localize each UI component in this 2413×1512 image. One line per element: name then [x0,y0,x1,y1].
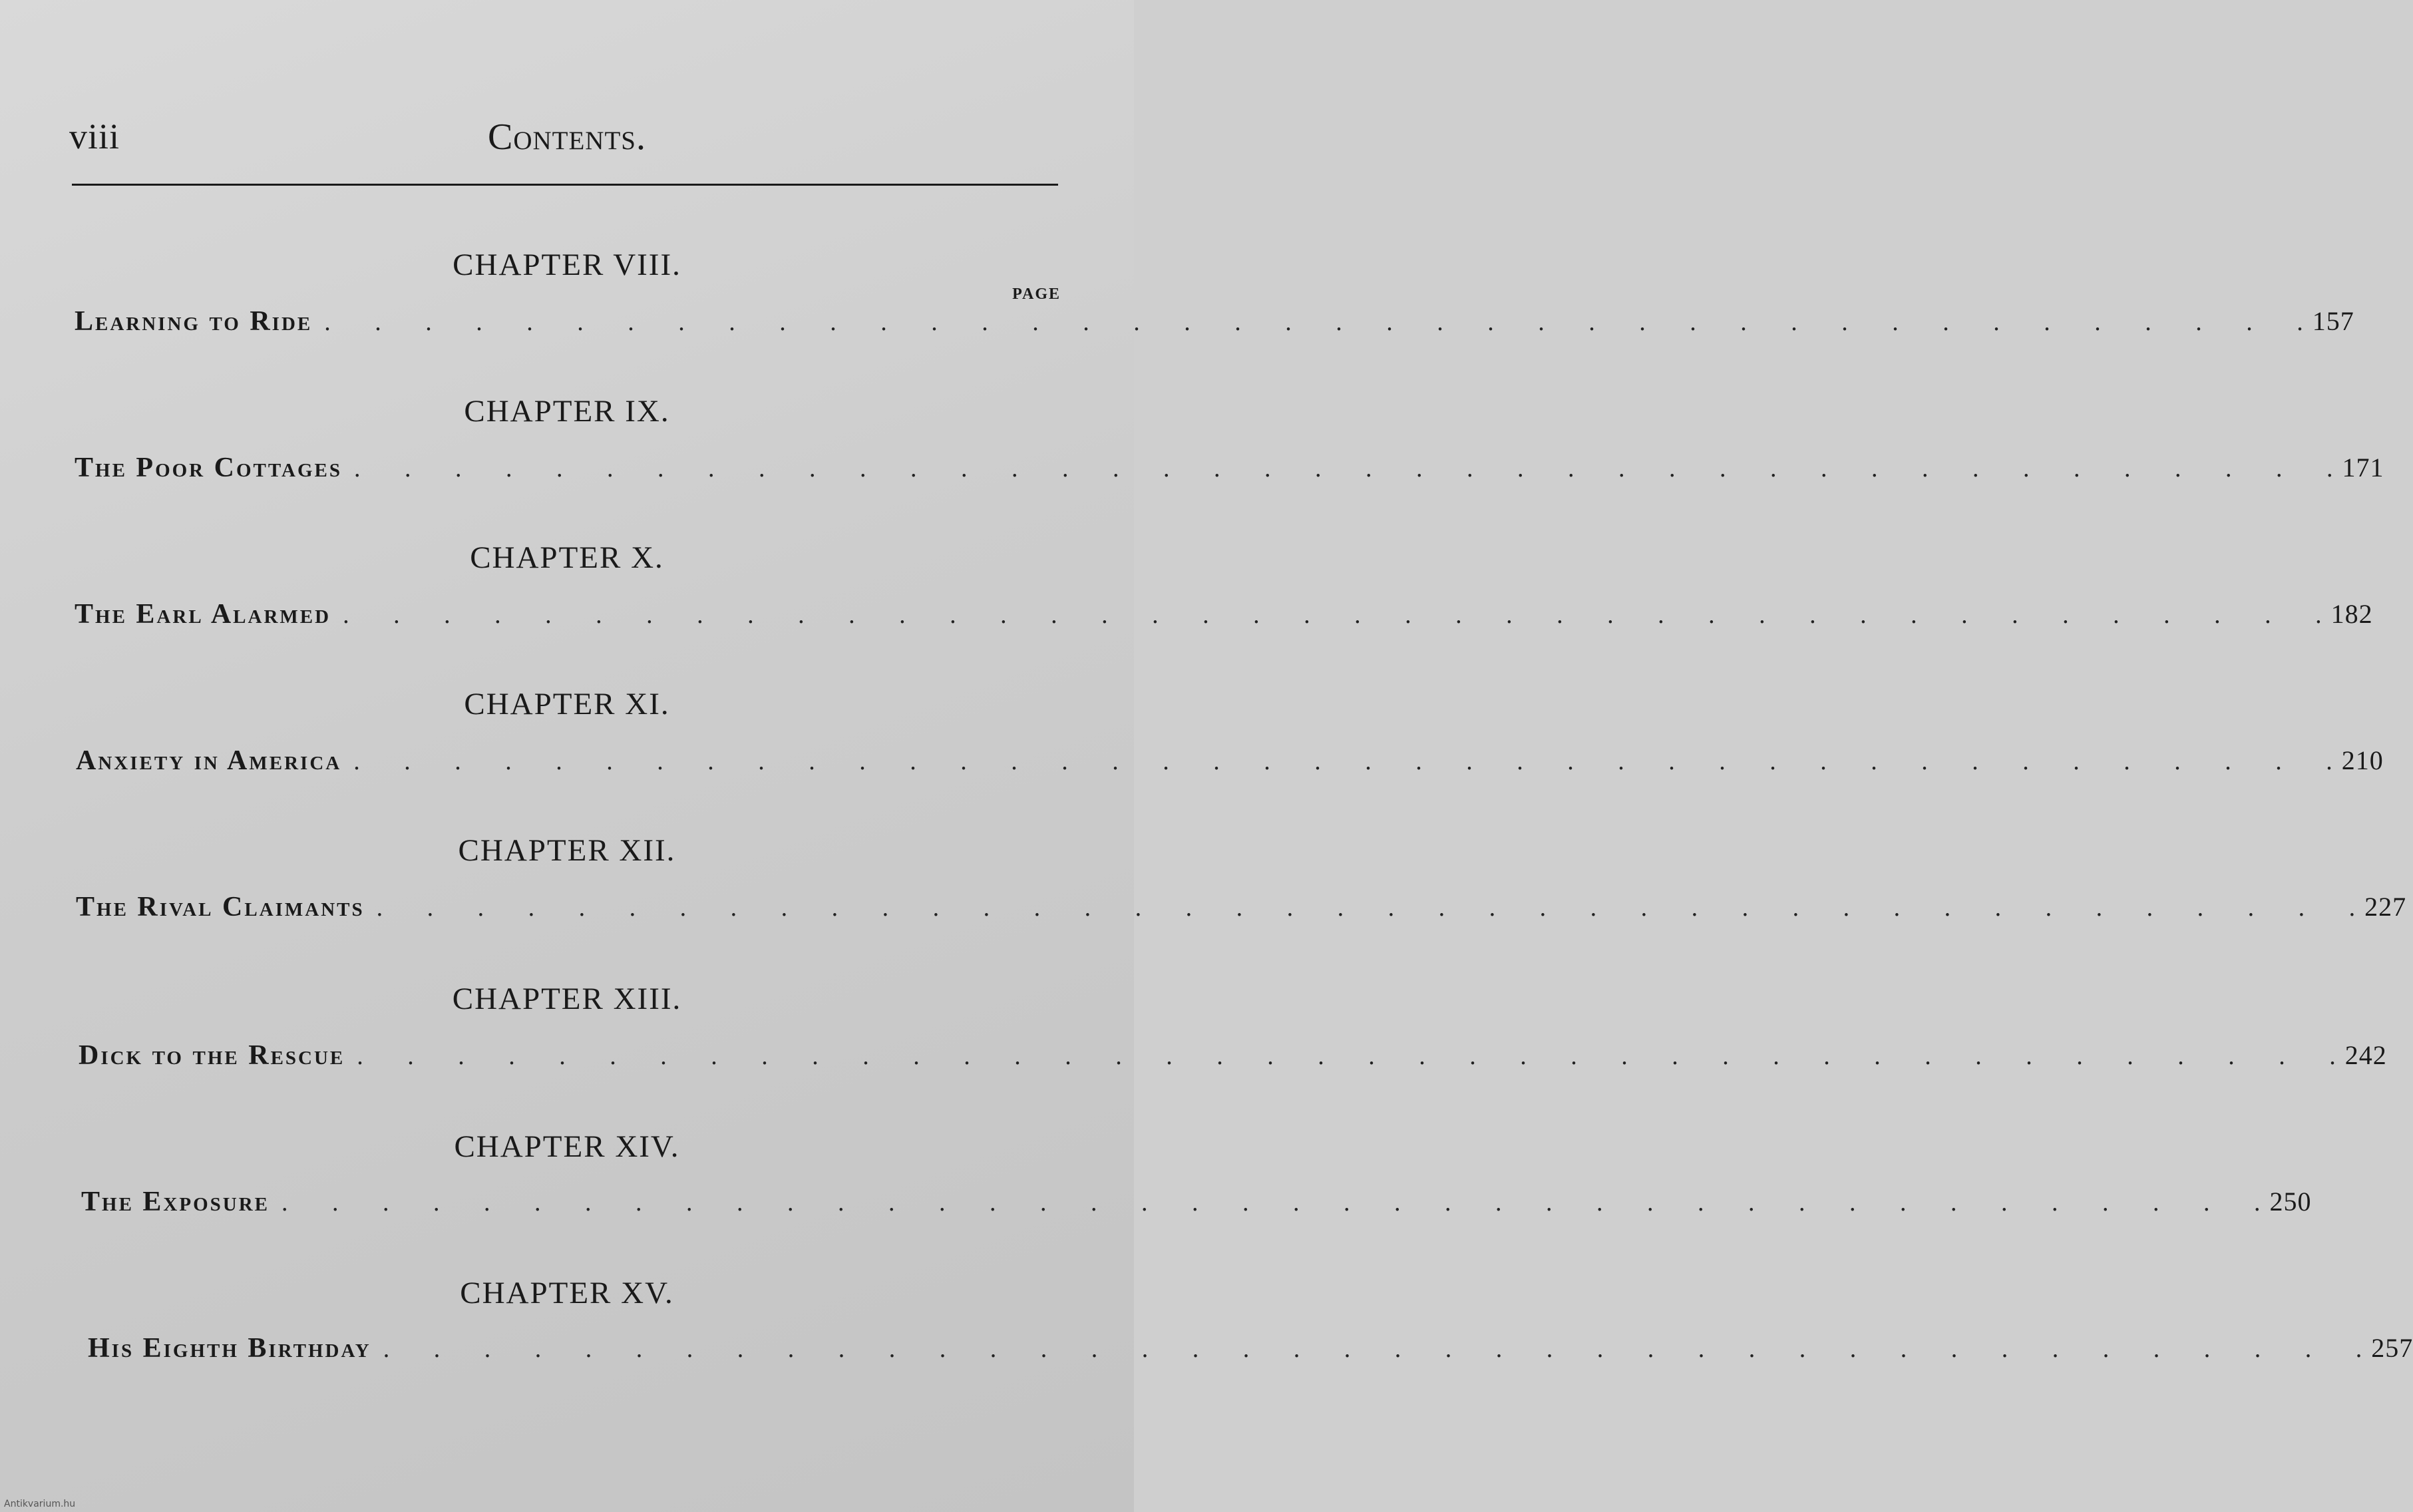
dot-leader: . . . . . . . . . . . . . . . . . . . . . . . . . . . . . . . . . . . . . . . . [353,747,2332,775]
toc-entry[interactable] [75,453,2384,483]
toc-entry-title: Anxiety in America [76,745,342,776]
toc-entry-title: His Eighth Birthday [88,1333,371,1364]
chapter-heading: CHAPTER XIV. [454,1129,680,1164]
toc-entry[interactable] [76,892,2407,922]
chapter-heading: CHAPTER XIII. [452,982,682,1016]
dot-leader: . . . . . . . . . . . . . . . . . . . . . . . . . . . . . . . . . . . . . . . . [281,1189,2261,1217]
chapter-heading: CHAPTER IX. [464,394,670,429]
toc-entry-page: 171 [2342,453,2384,482]
dot-leader: . . . . . . . . . . . . . . . . . . . . . . . . . . . . . . . . . . . . . . . . [357,1042,2336,1070]
dot-leader: . . . . . . . . . . . . . . . . . . . . . . . . . . . . . . . . . . . . . . . . [343,601,2322,629]
toc-entry-page: 257 [2371,1333,2413,1363]
page-number: viii [69,116,120,156]
running-title: Contents. [487,116,646,158]
toc-entry-title: The Poor Cottages [75,453,343,483]
toc-entry-title: Learning to Ride [75,306,313,337]
chapter-heading: CHAPTER XV. [460,1276,674,1310]
toc-entry[interactable] [79,1040,2387,1071]
toc-entry[interactable] [88,1333,2413,1364]
toc-entry-page: 227 [2364,892,2407,922]
toc-entry-title: Dick to the Rescue [79,1040,345,1071]
toc-entry-title: The Exposure [81,1187,270,1217]
toc-entry-title: The Earl Alarmed [75,599,331,630]
chapter-heading: CHAPTER X. [470,540,664,575]
toc-entry[interactable] [76,745,2384,776]
header-rule [72,184,1058,186]
toc-entry[interactable] [75,599,2373,630]
toc-entry[interactable] [81,1187,2312,1217]
toc-entry[interactable] [75,306,2354,337]
toc-entry-page: 210 [2341,745,2384,775]
toc-entry-page: 157 [2312,306,2354,336]
dot-leader: . . . . . . . . . . . . . . . . . . . . . . . . . . . . . . . . . . . . . . . . [376,894,2356,922]
toc-entry-title: The Rival Claimants [76,892,365,922]
toc-entry-page: 250 [2269,1187,2312,1217]
toc-entry-page: 242 [2344,1040,2387,1070]
watermark: Antikvarium.hu [4,1499,76,1509]
chapter-heading: CHAPTER XI. [464,687,670,721]
page-column-label: PAGE [1012,285,1061,303]
dot-leader: . . . . . . . . . . . . . . . . . . . . . . . . . . . . . . . . . . . . . . . . [383,1335,2362,1363]
chapter-heading: CHAPTER VIII. [453,248,681,282]
toc-entry-page: 182 [2330,599,2373,629]
dot-leader: . . . . . . . . . . . . . . . . . . . . . . . . . . . . . . . . . . . . . . . . [354,455,2333,482]
chapter-heading: CHAPTER XII. [458,833,676,868]
dot-leader: . . . . . . . . . . . . . . . . . . . . . . . . . . . . . . . . . . . . . . . . [324,308,2303,336]
